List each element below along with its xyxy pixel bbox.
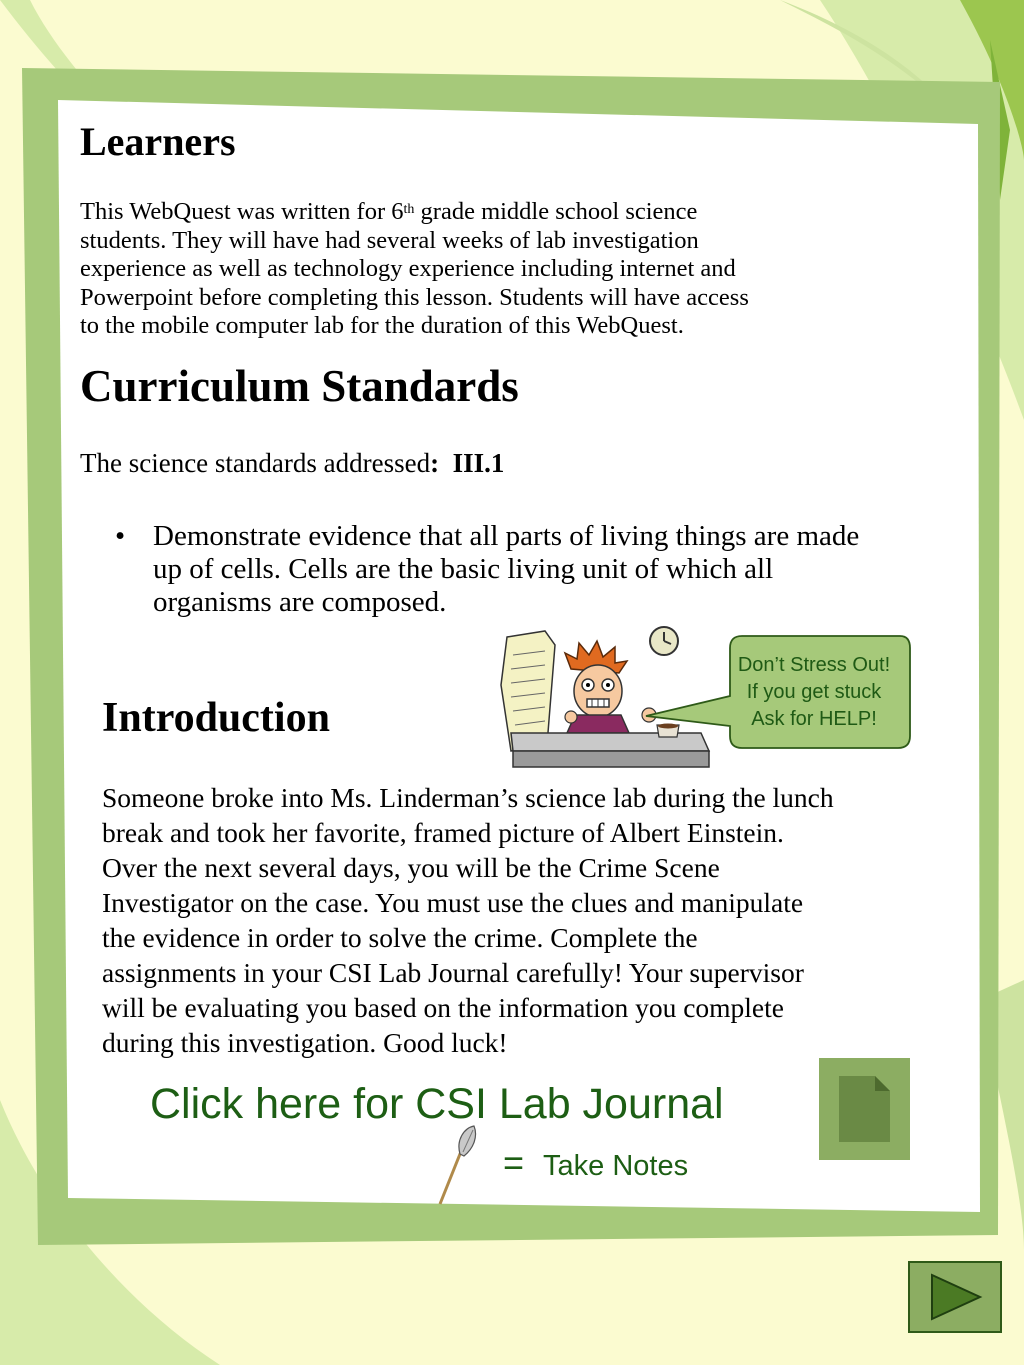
- document-icon: [819, 1058, 910, 1160]
- play-arrow-icon: [910, 1263, 1000, 1331]
- intro-line: assignments in your CSI Lab Journal carefully! Your supervisor: [102, 957, 804, 988]
- callout-line: Don’t Stress Out!: [737, 654, 891, 676]
- learners-paragraph: [80, 198, 870, 341]
- callout-line: If you get stuck: [746, 681, 882, 703]
- standards-bullet-list: [115, 520, 935, 619]
- learners-text-start: This WebQuest was written for 6: [80, 198, 404, 225]
- take-notes-label: Take Notes: [543, 1150, 689, 1182]
- ordinal-suffix: th: [403, 202, 415, 217]
- introduction-paragraph: [102, 780, 922, 1060]
- standards-line: [80, 448, 504, 479]
- next-button[interactable]: [908, 1261, 1002, 1333]
- learners-line: students. They will have had several weeks of lab investigation: [80, 226, 699, 254]
- introduction-heading: Introduction: [102, 695, 330, 741]
- intro-line: Investigator on the case. You must use the clues and manipulate: [102, 887, 804, 918]
- learners-line: Powerpoint before completing this lesson. Students will have access: [80, 283, 749, 311]
- equals-sign: =: [503, 1142, 525, 1183]
- intro-line: Over the next several days, you will be the Crime Scene: [102, 852, 720, 883]
- bullet-icon: •: [115, 520, 126, 552]
- standards-colon: :: [430, 448, 440, 478]
- csi-lab-journal-link[interactable]: Click here for CSI Lab Journal: [150, 1080, 724, 1128]
- standards-prefix: The science standards addressed: [80, 448, 431, 478]
- intro-line: during this investigation. Good luck!: [102, 1027, 508, 1058]
- intro-line: the evidence in order to solve the crime. Complete the: [102, 922, 698, 953]
- intro-line: break and took her favorite, framed picture of Albert Einstein.: [102, 817, 784, 848]
- help-callout-text: [714, 652, 914, 733]
- intro-line: Someone broke into Ms. Linderman’s science lab during the lunch: [102, 782, 834, 813]
- standards-code: III.1: [452, 448, 505, 478]
- bullet-line: Demonstrate evidence that all parts of living things are made: [153, 520, 860, 552]
- list-item: [115, 520, 935, 619]
- learners-heading: Learners: [80, 119, 236, 164]
- bullet-line: up of cells. Cells are the basic living unit of which all: [153, 553, 774, 585]
- bullet-line: organisms are composed.: [153, 586, 447, 618]
- curriculum-heading: Curriculum Standards: [80, 361, 519, 411]
- learners-line: to the mobile computer lab for the duration of this WebQuest.: [80, 312, 684, 340]
- intro-line: will be evaluating you based on the information you complete: [102, 992, 784, 1023]
- learners-line: experience as well as technology experience including internet and: [80, 255, 736, 283]
- document-button[interactable]: [819, 1058, 910, 1160]
- quill-pen-icon: [430, 1124, 484, 1208]
- callout-line: Ask for HELP!: [751, 708, 877, 730]
- learners-text-line1: grade middle school science: [414, 198, 698, 225]
